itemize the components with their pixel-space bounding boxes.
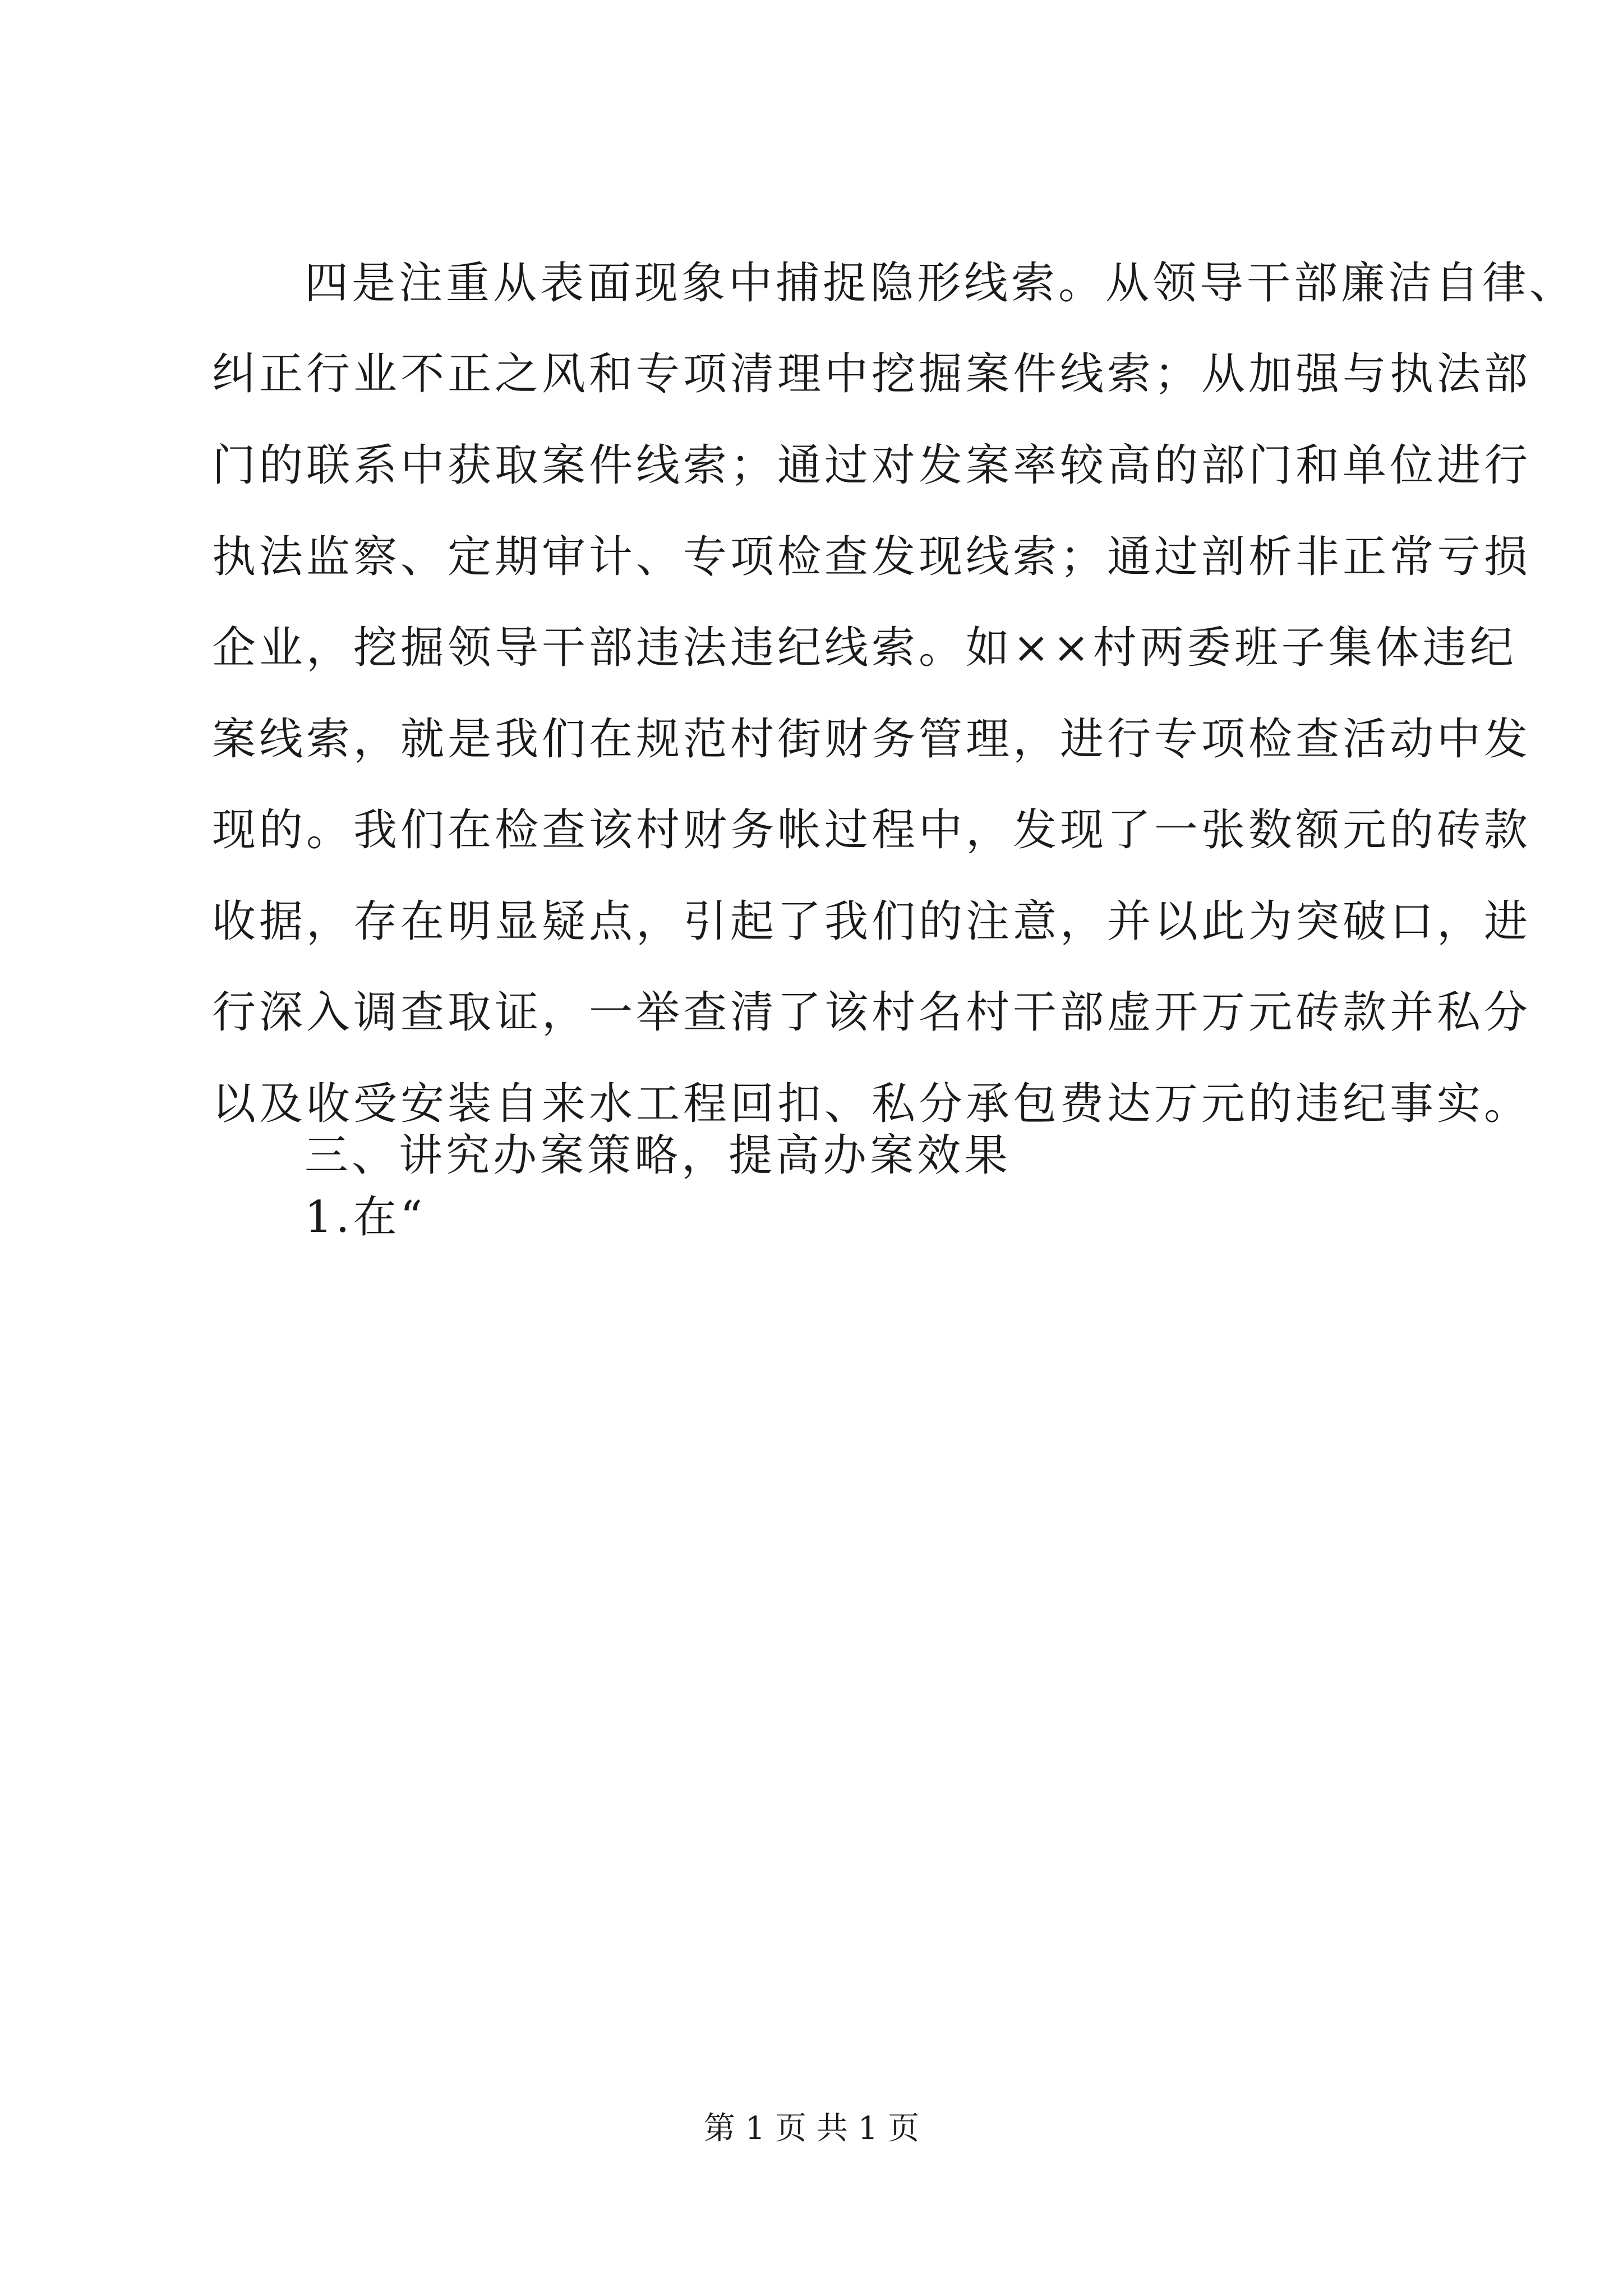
- paragraph-line: 四是注重从表面现象中捕捉隐形线索。从领导干部廉洁自律、: [305, 258, 1577, 309]
- paragraph-line: 企业，挖掘领导干部违法违纪线索。如××村两委班子集体违纪: [212, 623, 1517, 673]
- section-heading: 三、讲究办案策略，提高办案效果: [305, 1130, 1012, 1181]
- paragraph-line: 以及收受安装自来水工程回扣、私分承包费达万元的违纪事实。: [212, 1079, 1532, 1129]
- paragraph-line: 案线索，就是我们在规范村街财务管理，进行专项检查活动中发: [212, 714, 1532, 765]
- paragraph-line: 门的联系中获取案件线索；通过对发案率较高的部门和单位进行: [212, 440, 1532, 491]
- subsection-heading: 1.在“: [305, 1192, 426, 1243]
- paragraph-line: 行深入调查取证，一举查清了该村名村干部虚开万元砖款并私分: [212, 987, 1532, 1038]
- paragraph-line: 现的。我们在检查该村财务帐过程中，发现了一张数额元的砖款: [212, 805, 1532, 855]
- paragraph-line: 收据，存在明显疑点，引起了我们的注意，并以此为突破口，进: [212, 896, 1532, 947]
- paragraph-line: 执法监察、定期审计、专项检查发现线索；通过剖析非正常亏损: [212, 532, 1532, 582]
- paragraph-line: 纠正行业不正之风和专项清理中挖掘案件线索；从加强与执法部: [212, 349, 1532, 399]
- page-number-footer: 第 1 页 共 1 页: [703, 2110, 920, 2147]
